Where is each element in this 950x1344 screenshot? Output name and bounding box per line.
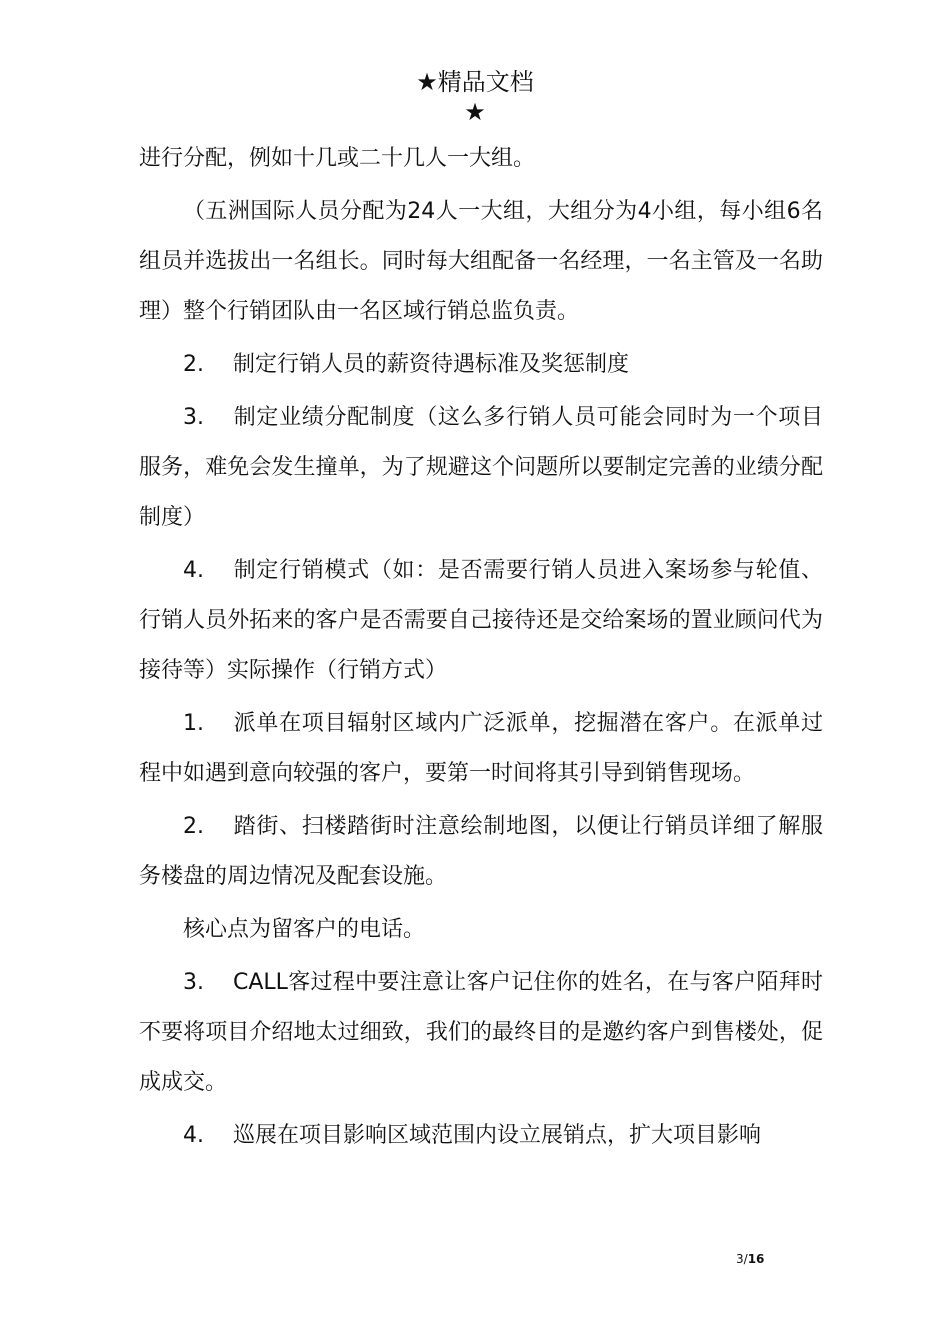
paragraph: [139, 905, 823, 955]
paragraph-text: 进行分配，例如十几或二十几人一大组。: [139, 146, 536, 171]
list-number: 4.: [183, 1123, 204, 1148]
paragraph: [139, 187, 823, 337]
list-item: [139, 546, 823, 696]
page-total: 16: [747, 1252, 765, 1266]
list-item-text: 巡展在项目影响区域范围内设立展销点，扩大项目影响: [233, 1123, 762, 1148]
list-item-text: 制定业绩分配制度（这么多行销人员可能会同时为一个项目服务，难免会发生撞单，为了规避这个问题所以要制定完善的业绩分配制度）: [139, 405, 823, 530]
list-item: [139, 802, 823, 902]
page-current: 3/: [736, 1252, 748, 1266]
list-item: [139, 1111, 823, 1161]
list-item: [139, 340, 823, 390]
document-body: [139, 134, 823, 1164]
list-number: 2.: [183, 814, 204, 839]
list-item-text: 派单在项目辐射区域内广泛派单，挖掘潜在客户。在派单过程中如遇到意向较强的客户，要第一时间将其引导到销售现场。: [139, 711, 823, 786]
page-number: [736, 1252, 764, 1266]
list-item-text: 制定行销人员的薪资待遇标准及奖惩制度: [233, 352, 630, 377]
list-number: 2.: [183, 352, 204, 377]
paragraph-text: 核心点为留客户的电话。: [183, 917, 426, 942]
list-item-text: 制定行销模式（如：是否需要行销人员进入案场参与轮值、行销人员外拓来的客户是否需要自己接待还是交给案场的置业顾问代为接待等）实际操作（行销方式）: [139, 558, 823, 683]
list-item-text: 踏街、扫楼踏街时注意绘制地图，以便让行销员详细了解服务楼盘的周边情况及配套设施。: [139, 814, 823, 889]
paragraph-text: （五洲国际人员分配为24人一大组，大组分为4小组，每小组6名组员并选拔出一名组长。同时每大组配备一名经理，一名主管及一名助理）整个行销团队由一名区域行销总监负责。: [139, 199, 823, 324]
list-number: 3.: [183, 970, 204, 995]
list-number: 3.: [183, 405, 204, 430]
list-item: [139, 958, 823, 1108]
list-number: 4.: [183, 558, 204, 583]
paragraph: [139, 134, 823, 184]
list-item: [139, 699, 823, 799]
list-number: 1.: [183, 711, 204, 736]
list-item: [139, 393, 823, 543]
header-star: ★: [464, 98, 486, 126]
header-title: ★精品文档: [416, 68, 534, 96]
list-item-text: CALL客过程中要注意让客户记住你的姓名，在与客户陌拜时不要将项目介绍地太过细致，我们的最终目的是邀约客户到售楼处，促成成交。: [139, 970, 823, 1095]
